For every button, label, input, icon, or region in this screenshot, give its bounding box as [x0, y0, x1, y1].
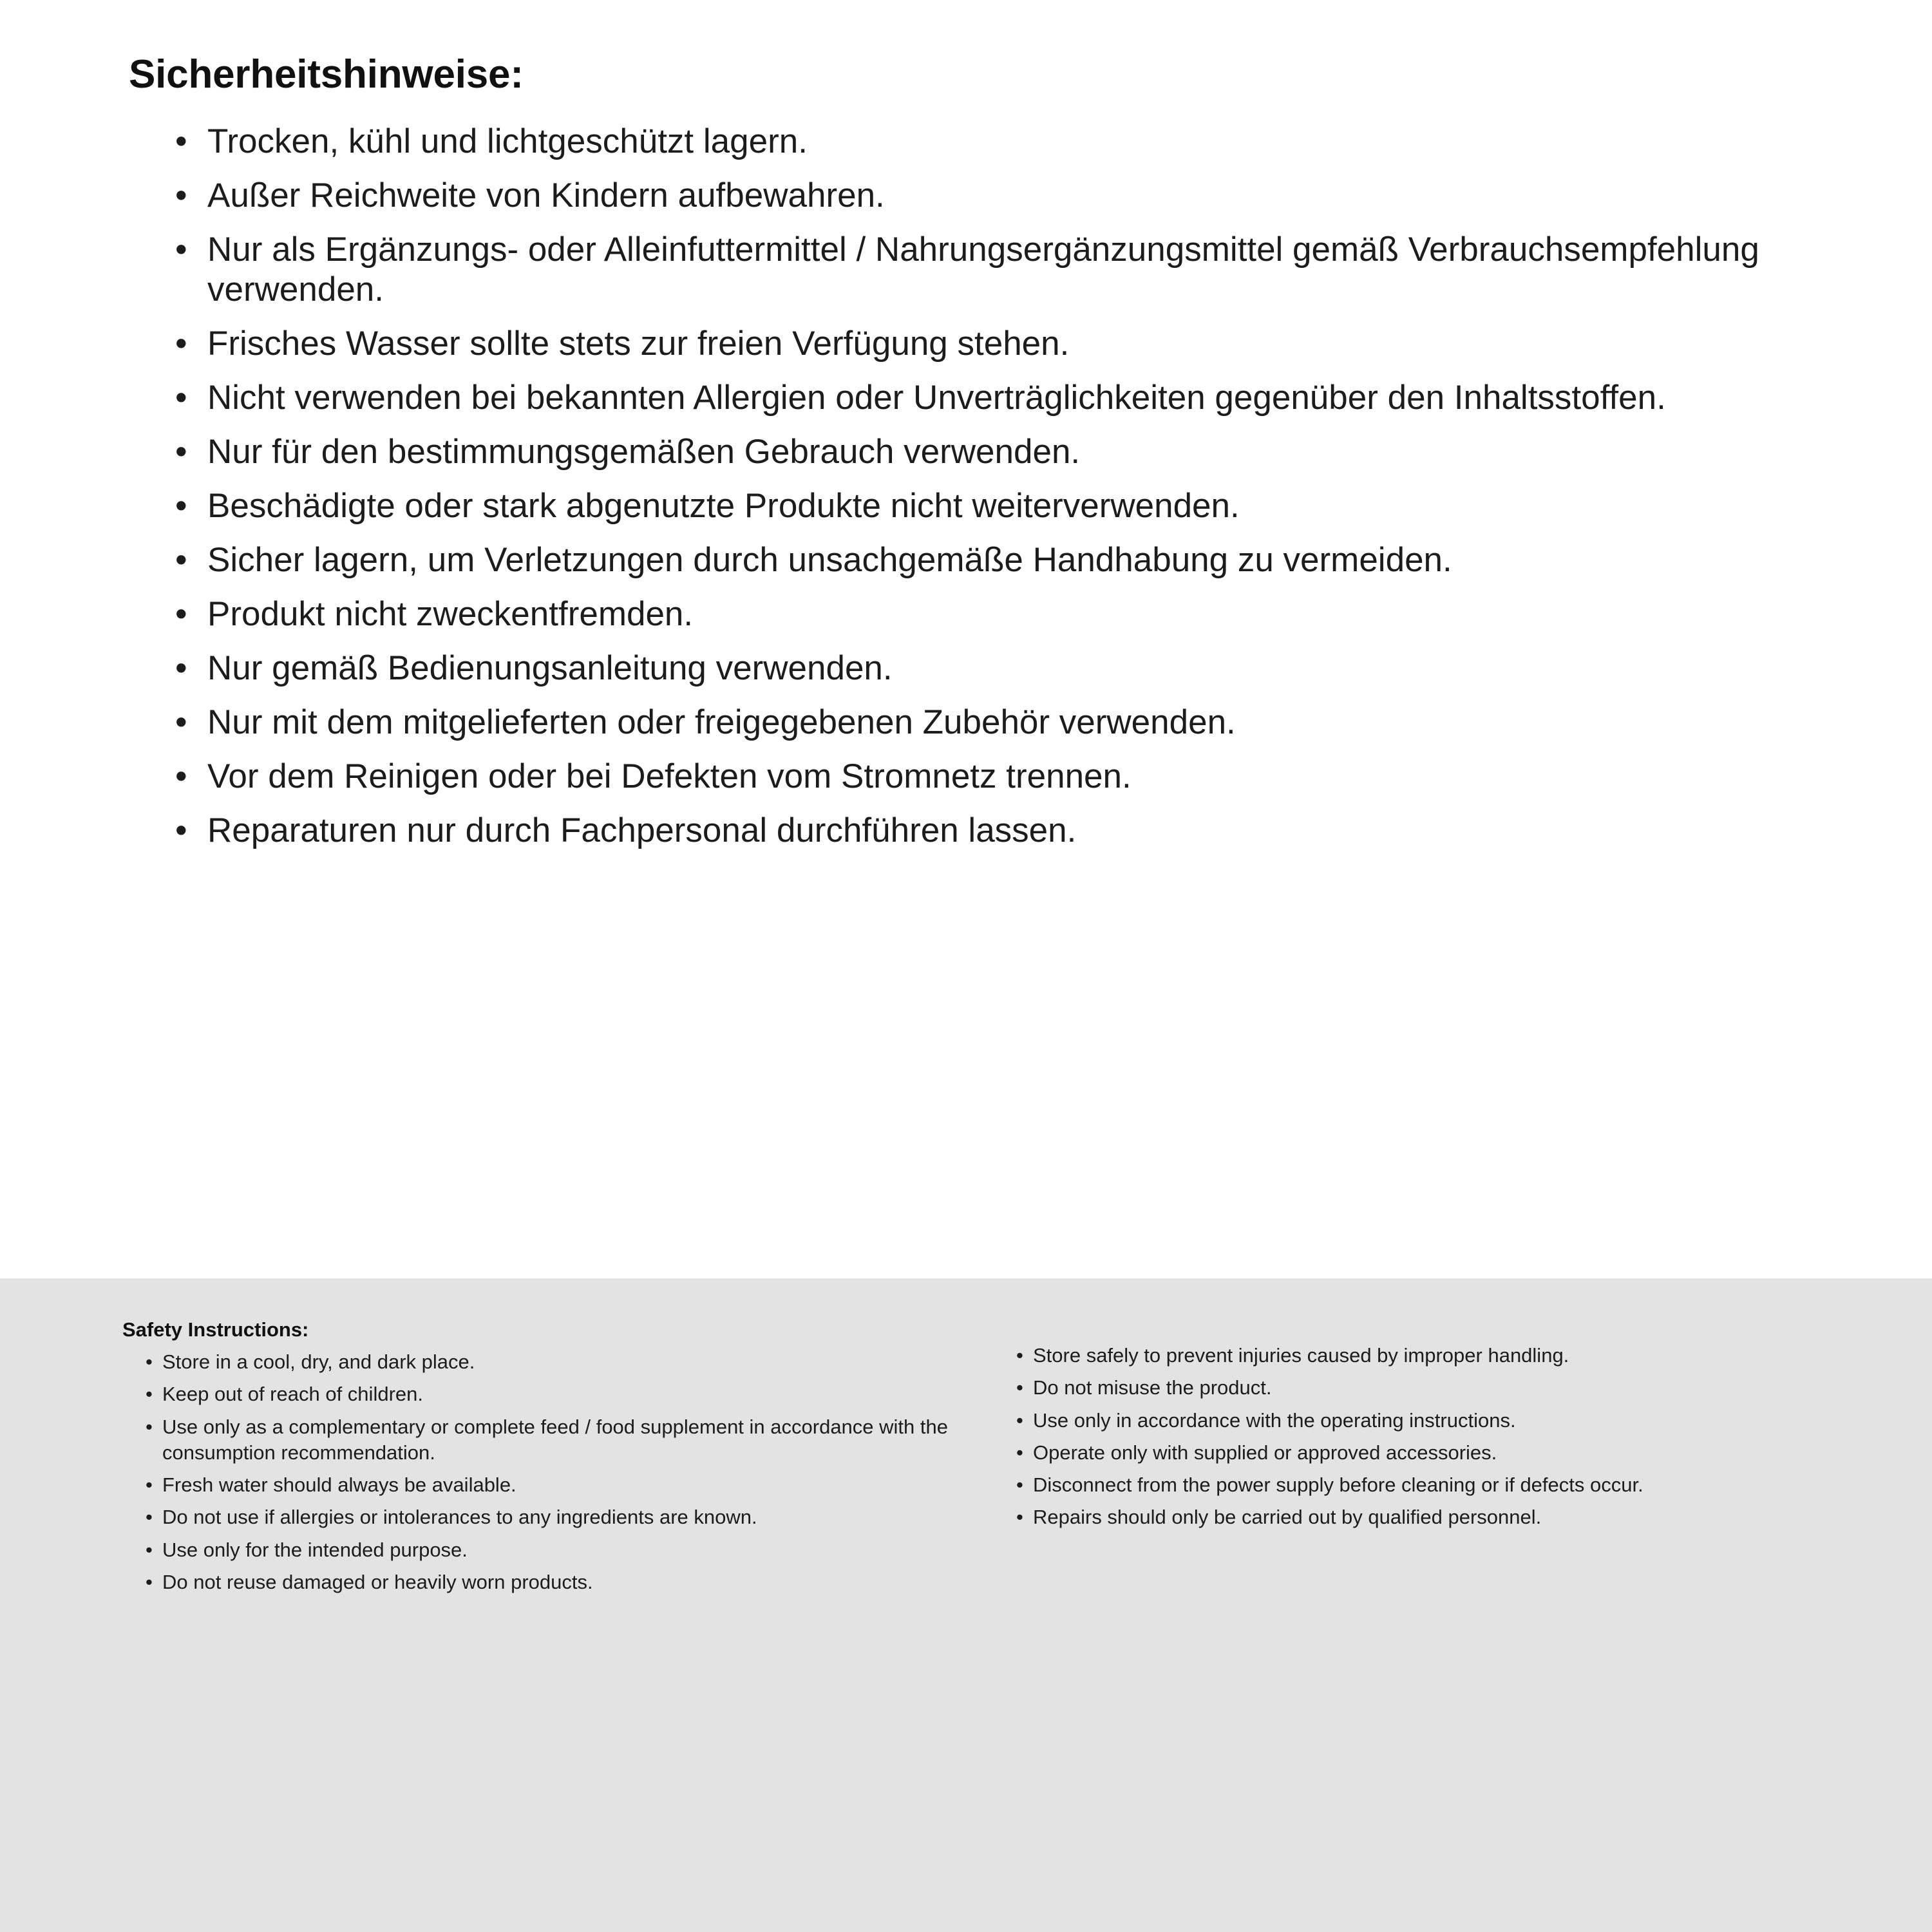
- bullet-icon: •: [175, 595, 187, 633]
- list-item: [167, 176, 1835, 216]
- list-item: [167, 486, 1835, 526]
- bullet-icon: •: [146, 1538, 153, 1561]
- list-item-text: Operate only with supplied or approved accessories.: [1033, 1441, 1497, 1464]
- list-item: [1016, 1504, 1847, 1530]
- list-item: [146, 1569, 953, 1595]
- list-item: [1016, 1343, 1847, 1368]
- bullet-icon: •: [175, 176, 187, 214]
- bullet-icon: •: [146, 1473, 153, 1497]
- english-columns: [122, 1318, 1855, 1602]
- list-item: [146, 1472, 953, 1498]
- list-item-text: Store safely to prevent injuries caused by improper handling.: [1033, 1344, 1569, 1367]
- list-item-text: Produkt nicht zweckentfremden.: [207, 595, 694, 633]
- english-heading: Safety Instructions:: [122, 1318, 309, 1341]
- bullet-icon: •: [146, 1415, 153, 1438]
- list-item: [167, 649, 1835, 688]
- list-item: [167, 811, 1835, 851]
- list-item-text: Nur mit dem mitgelieferten oder freigegebenen Zubehör verwenden.: [207, 703, 1236, 741]
- list-item-text: Nur als Ergänzungs- oder Alleinfuttermittel / Nahrungsergänzungsmittel gemäß Verbrauchsempfehlung verwenden.: [207, 231, 1759, 308]
- list-item-text: Nur für den bestimmungsgemäßen Gebrauch verwenden.: [207, 433, 1081, 471]
- bullet-icon: •: [146, 1506, 153, 1529]
- list-item-text: Do not misuse the product.: [1033, 1376, 1272, 1399]
- english-column-left: [122, 1318, 953, 1602]
- bullet-icon: •: [1016, 1506, 1023, 1529]
- list-item-text: Keep out of reach of children.: [162, 1383, 423, 1406]
- list-item: [167, 594, 1835, 634]
- list-item: [167, 432, 1835, 472]
- english-safety-list-right: [1016, 1343, 1847, 1531]
- english-safety-section: [0, 1278, 1932, 1932]
- list-item-text: Use only as a complementary or complete feed / food supplement in accordance with the consumption recommendation.: [162, 1415, 948, 1464]
- list-item-text: Trocken, kühl und lichtgeschützt lagern.: [207, 122, 808, 160]
- list-item: [146, 1414, 953, 1466]
- list-item: [146, 1504, 953, 1530]
- list-item-text: Use only in accordance with the operating instructions.: [1033, 1408, 1516, 1432]
- bullet-icon: •: [175, 325, 187, 363]
- list-item: [146, 1381, 953, 1407]
- list-item-text: Fresh water should always be available.: [162, 1473, 516, 1497]
- bullet-icon: •: [175, 811, 187, 849]
- bullet-icon: •: [1016, 1473, 1023, 1497]
- bullet-icon: •: [146, 1383, 153, 1406]
- bullet-icon: •: [1016, 1408, 1023, 1432]
- list-item-text: Repairs should only be carried out by qualified personnel.: [1033, 1506, 1542, 1529]
- bullet-icon: •: [175, 649, 187, 687]
- list-item-text: Use only for the intended purpose.: [162, 1538, 468, 1561]
- bullet-icon: •: [175, 757, 187, 795]
- list-item-text: Beschädigte oder stark abgenutzte Produkte nicht weiterverwenden.: [207, 487, 1240, 525]
- list-item: [167, 378, 1835, 418]
- bullet-icon: •: [1016, 1344, 1023, 1367]
- list-item: [146, 1537, 953, 1563]
- list-item: [1016, 1408, 1847, 1434]
- list-item: [167, 122, 1835, 162]
- list-item: [167, 324, 1835, 364]
- bullet-icon: •: [175, 487, 187, 525]
- english-safety-list-left: [122, 1349, 953, 1595]
- list-item: [167, 757, 1835, 797]
- list-item-text: Nicht verwenden bei bekannten Allergien oder Unverträglichkeiten gegenüber den Inhaltsstoffen.: [207, 379, 1666, 417]
- list-item: [1016, 1375, 1847, 1401]
- list-item: [167, 703, 1835, 743]
- bullet-icon: •: [175, 122, 187, 160]
- list-item: [1016, 1440, 1847, 1466]
- bullet-icon: •: [175, 231, 187, 269]
- list-item: [1016, 1472, 1847, 1498]
- list-item-text: Do not reuse damaged or heavily worn products.: [162, 1571, 593, 1594]
- list-item-text: Sicher lagern, um Verletzungen durch unsachgemäße Handhabung zu vermeiden.: [207, 541, 1452, 579]
- list-item: [167, 230, 1835, 310]
- bullet-icon: •: [1016, 1441, 1023, 1464]
- list-item: [167, 540, 1835, 580]
- list-item-text: Außer Reichweite von Kindern aufbewahren.: [207, 176, 885, 214]
- bullet-icon: •: [1016, 1376, 1023, 1399]
- german-safety-list: [129, 122, 1835, 851]
- english-column-right: [1016, 1318, 1847, 1537]
- bullet-icon: •: [146, 1350, 153, 1373]
- list-item-text: Reparaturen nur durch Fachpersonal durchführen lassen.: [207, 811, 1077, 849]
- list-item-text: Nur gemäß Bedienungsanleitung verwenden.: [207, 649, 893, 687]
- list-item-text: Vor dem Reinigen oder bei Defekten vom Stromnetz trennen.: [207, 757, 1132, 795]
- list-item-text: Store in a cool, dry, and dark place.: [162, 1350, 475, 1373]
- list-item-text: Disconnect from the power supply before cleaning or if defects occur.: [1033, 1473, 1643, 1497]
- list-item-text: Do not use if allergies or intolerances to any ingredients are known.: [162, 1506, 757, 1529]
- bullet-icon: •: [175, 433, 187, 471]
- german-heading: Sicherheitshinweise:: [129, 52, 524, 97]
- bullet-icon: •: [175, 541, 187, 579]
- bullet-icon: •: [175, 379, 187, 417]
- list-item-text: Frisches Wasser sollte stets zur freien Verfügung stehen.: [207, 325, 1070, 363]
- bullet-icon: •: [175, 703, 187, 741]
- list-item: [146, 1349, 953, 1375]
- bullet-icon: •: [146, 1571, 153, 1594]
